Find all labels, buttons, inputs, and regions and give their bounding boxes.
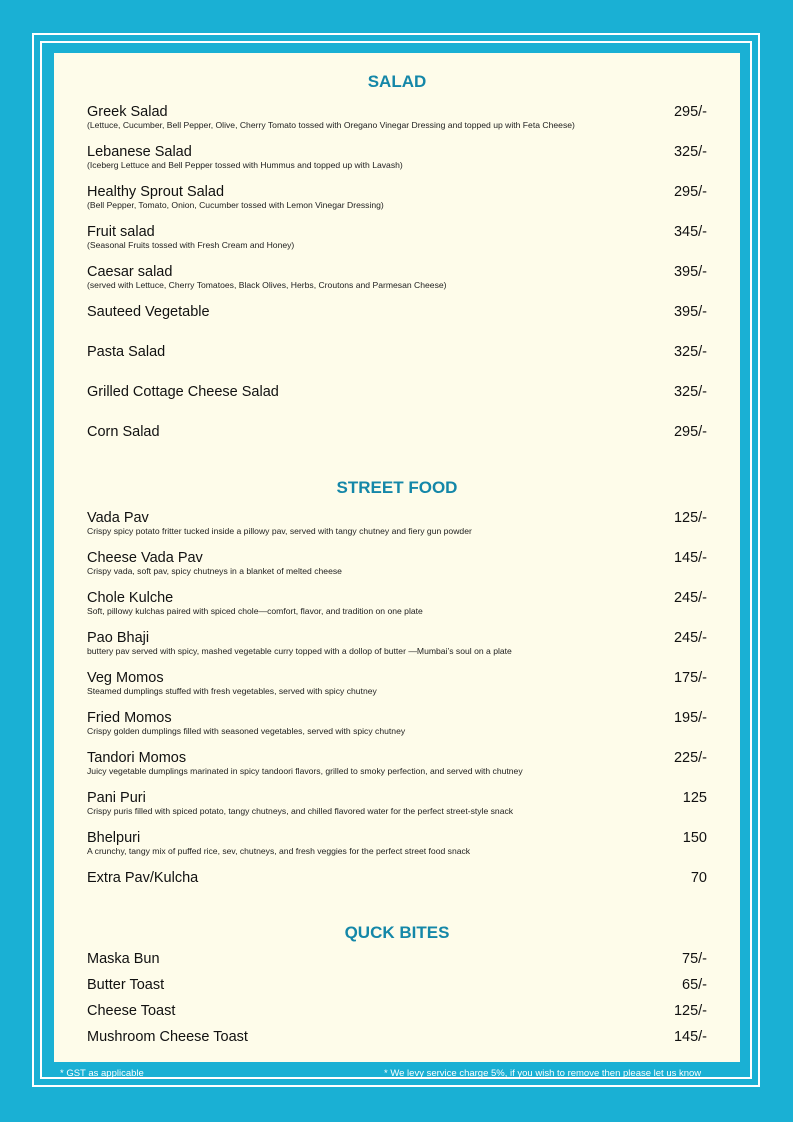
- menu-item: [87, 630, 707, 656]
- item-price: 125/-: [673, 510, 707, 526]
- section-title-salad: SALAD: [367, 72, 427, 91]
- item-price: 345/-: [673, 224, 707, 240]
- menu-panel: [54, 53, 740, 1062]
- menu-item: [87, 304, 707, 320]
- item-description: Crispy vada, soft pav, spicy chutneys in a blanket of melted cheese: [87, 566, 342, 576]
- menu-item: [87, 550, 707, 576]
- item-name: Veg Momos: [87, 670, 164, 686]
- item-description: (Iceberg Lettuce and Bell Pepper tossed with Hummus and topped up with Lavash): [87, 160, 403, 170]
- menu-item: [87, 951, 707, 967]
- gst-note: * GST as applicable: [60, 1068, 144, 1079]
- item-name: Sauteed Vegetable: [87, 304, 210, 320]
- item-description: A crunchy, tangy mix of puffed rice, sev, chutneys, and fresh veggies for the perfect street food snack: [87, 846, 471, 856]
- menu-item: [87, 224, 707, 250]
- item-name: Lebanese Salad: [87, 144, 192, 160]
- section-title-street-food: STREET FOOD: [336, 478, 458, 497]
- item-name: Extra Pav/Kulcha: [87, 870, 199, 886]
- item-name: Grilled Cottage Cheese Salad: [87, 384, 279, 400]
- item-price: 75/-: [682, 951, 707, 967]
- item-price: 295/-: [673, 184, 707, 200]
- menu-item: [87, 870, 707, 886]
- menu-item: [87, 344, 707, 360]
- item-price: 175/-: [673, 670, 707, 686]
- menu-item: [87, 1029, 707, 1045]
- item-name: Mushroom Cheese Toast: [87, 1029, 248, 1045]
- item-description: Crispy golden dumplings filled with seasoned vegetables, served with spicy chutney: [87, 726, 406, 736]
- menu-item: [87, 144, 707, 170]
- item-name: Pani Puri: [87, 790, 146, 806]
- menu-item: [87, 750, 707, 776]
- item-price: 245/-: [673, 590, 707, 606]
- item-price: 70: [690, 870, 707, 886]
- item-name: Corn Salad: [87, 424, 160, 440]
- menu-item: [87, 1003, 707, 1019]
- item-name: Chole Kulche: [87, 590, 174, 606]
- section-title-quick-bites: QUCK BITES: [344, 923, 450, 942]
- item-price: 295/-: [673, 104, 707, 120]
- item-description: Steamed dumplings stuffed with fresh vegetables, served with spicy chutney: [87, 686, 377, 696]
- item-description: (Bell Pepper, Tomato, Onion, Cucumber tossed with Lemon Vinegar Dressing): [87, 200, 384, 210]
- item-name: Maska Bun: [87, 951, 160, 967]
- item-price: 125/-: [673, 1003, 707, 1019]
- item-name: Pao Bhaji: [87, 630, 150, 646]
- item-price: 245/-: [673, 630, 707, 646]
- item-description: (Seasonal Fruits tossed with Fresh Cream and Honey): [87, 240, 295, 250]
- item-price: 145/-: [673, 550, 707, 566]
- item-price: 150: [682, 830, 707, 846]
- item-price: 195/-: [673, 710, 707, 726]
- item-price: 395/-: [673, 304, 707, 320]
- menu-item: [87, 510, 707, 536]
- item-price: 65/-: [682, 977, 707, 993]
- item-price: 225/-: [673, 750, 707, 766]
- item-price: 325/-: [673, 344, 707, 360]
- item-name: Cheese Toast: [87, 1003, 176, 1019]
- item-price: 325/-: [673, 144, 707, 160]
- menu-item: [87, 424, 707, 440]
- item-name: Butter Toast: [87, 977, 165, 993]
- menu-item: [87, 830, 707, 856]
- menu-item: [87, 670, 707, 696]
- item-name: Fruit salad: [87, 224, 155, 240]
- item-description: buttery pav served with spicy, mashed vegetable curry topped with a dollop of butter —Mumbai’s soul on a plate: [87, 646, 512, 656]
- menu-item: [87, 977, 707, 993]
- item-name: Vada Pav: [87, 510, 149, 526]
- item-name: Tandori Momos: [87, 750, 187, 766]
- menu-item: [87, 710, 707, 736]
- item-price: 125: [682, 790, 707, 806]
- item-price: 325/-: [673, 384, 707, 400]
- item-description: (served with Lettuce, Cherry Tomatoes, Black Olives, Herbs, Croutons and Parmesan Cheese): [87, 280, 447, 290]
- menu-item: [87, 790, 707, 816]
- item-description: (Lettuce, Cucumber, Bell Pepper, Olive, Cherry Tomato tossed with Oregano Vinegar Dressing and topped up with Feta Cheese): [87, 120, 575, 130]
- item-description: Crispy spicy potato fritter tucked inside a pillowy pav, served with tangy chutney and fiery gun powder: [87, 526, 472, 536]
- item-name: Caesar salad: [87, 264, 173, 280]
- item-price: 295/-: [673, 424, 707, 440]
- item-price: 145/-: [673, 1029, 707, 1045]
- item-name: Bhelpuri: [87, 830, 141, 846]
- item-name: Fried Momos: [87, 710, 172, 726]
- menu-item: [87, 184, 707, 210]
- menu-item: [87, 384, 707, 400]
- item-price: 395/-: [673, 264, 707, 280]
- item-description: Soft, pillowy kulchas paired with spiced chole—comfort, flavor, and tradition on one plate: [87, 606, 423, 616]
- item-name: Pasta Salad: [87, 344, 166, 360]
- item-description: Crispy puris filled with spiced potato, tangy chutneys, and chilled flavored water for the perfect street-style snack: [87, 806, 514, 816]
- item-description: Juicy vegetable dumplings marinated in spicy tandoori flavors, grilled to smoky perfection, and served with chutney: [87, 766, 523, 776]
- menu-item: [87, 590, 707, 616]
- service-charge-note: * We levy service charge 5%, if you wish to remove then please let us know: [384, 1068, 702, 1079]
- menu-item: [87, 104, 707, 130]
- item-name: Cheese Vada Pav: [87, 550, 203, 566]
- item-name: Greek Salad: [87, 104, 168, 120]
- item-name: Healthy Sprout Salad: [87, 184, 225, 200]
- menu-item: [87, 264, 707, 290]
